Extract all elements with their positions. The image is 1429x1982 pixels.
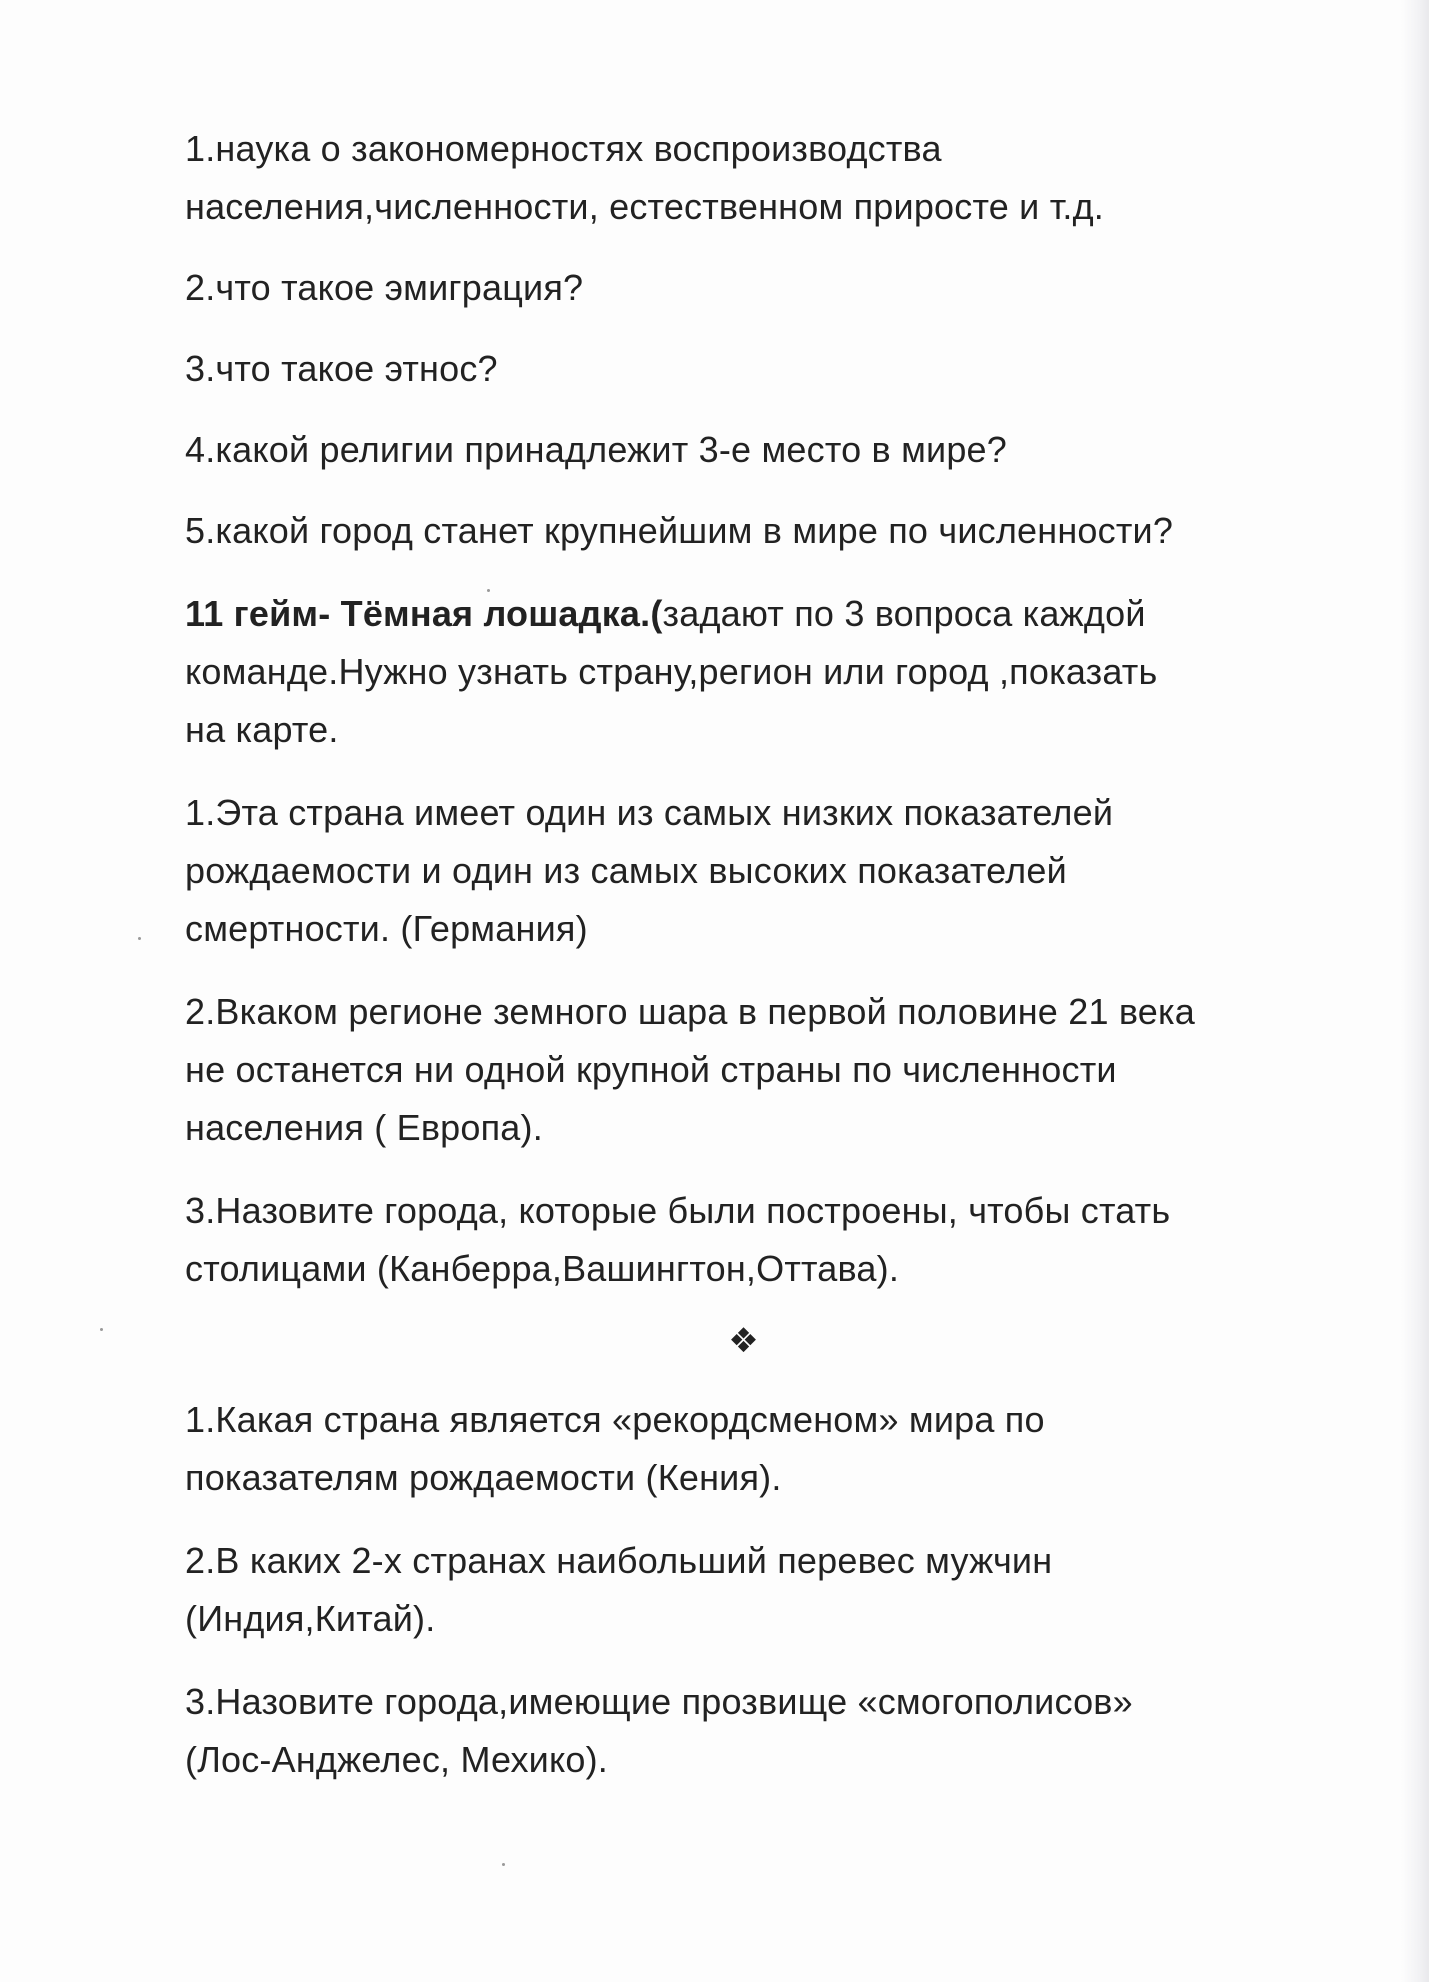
text-line: 4.какой религии принадлежит 3-е место в мире? — [185, 429, 1007, 470]
text-line: 2.В каких 2-х странах наибольший перевес мужчин — [185, 1540, 1053, 1581]
team1-question-1 — [185, 784, 1305, 958]
text-line: 3.Назовите города, которые были построены, чтобы стать — [185, 1190, 1171, 1231]
team2-question-3 — [185, 1673, 1305, 1789]
team2-question-1 — [185, 1391, 1305, 1507]
section1-item-4 — [185, 421, 1305, 479]
text-line: (Лос-Анджелес, Мехико). — [185, 1739, 608, 1780]
text-line: 5.какой город станет крупнейшим в мире по численности? — [185, 510, 1174, 551]
section1-item-2 — [185, 259, 1305, 317]
document-page — [185, 120, 1305, 1789]
text-line: на карте. — [185, 709, 339, 750]
text-line: (Индия,Китай). — [185, 1598, 436, 1639]
text-line: команде.Нужно узнать страну,регион или город ,показать — [185, 651, 1158, 692]
team1-question-3 — [185, 1182, 1305, 1298]
text-line: населения ( Европа). — [185, 1107, 543, 1148]
text-line: 3.что такое этнос? — [185, 348, 498, 389]
text-line: 3.Назовите города,имеющие прозвище «смогополисов» — [185, 1681, 1133, 1722]
game11-heading-line — [185, 585, 1305, 643]
text-line: 1.Эта страна имеет один из самых низких показателей — [185, 792, 1114, 833]
team1-question-2 — [185, 983, 1305, 1157]
scan-speck — [100, 1328, 103, 1331]
text-line: смертности. (Германия) — [185, 908, 588, 949]
text-line: столицами (Канберра,Вашингтон,Оттава). — [185, 1248, 900, 1289]
section1-question-list — [185, 120, 1305, 560]
text-line: не останется ни одной крупной страны по численности — [185, 1049, 1117, 1090]
scan-speck — [502, 1863, 505, 1866]
text-line: населения,численности, естественном приросте и т.д. — [185, 186, 1105, 227]
section1-item-5 — [185, 502, 1305, 560]
scan-speck — [138, 937, 141, 940]
text-line: показателям рождаемости (Кения). — [185, 1457, 782, 1498]
game11-intro: задают по 3 вопроса каждой — [662, 593, 1146, 634]
game11-title: 11 гейм- Тёмная лошадка.( — [185, 593, 663, 634]
scan-page-edge — [1401, 0, 1429, 1982]
text-line: рождаемости и один из самых высоких показателей — [185, 850, 1067, 891]
text-line: 2.Вкаком регионе земного шара в первой половине 21 века — [185, 991, 1195, 1032]
team2-question-2 — [185, 1532, 1305, 1648]
section1-item-1 — [185, 120, 1305, 236]
text-line: 2.что такое эмиграция? — [185, 267, 584, 308]
text-line: 1.Какая страна является «рекордсменом» мира по — [185, 1399, 1045, 1440]
game11-heading-block — [185, 585, 1305, 759]
text-line: 1.наука о закономерностях воспроизводства — [185, 128, 942, 169]
diamond-separator-icon: ❖ — [728, 1322, 759, 1360]
section1-item-3 — [185, 340, 1305, 398]
